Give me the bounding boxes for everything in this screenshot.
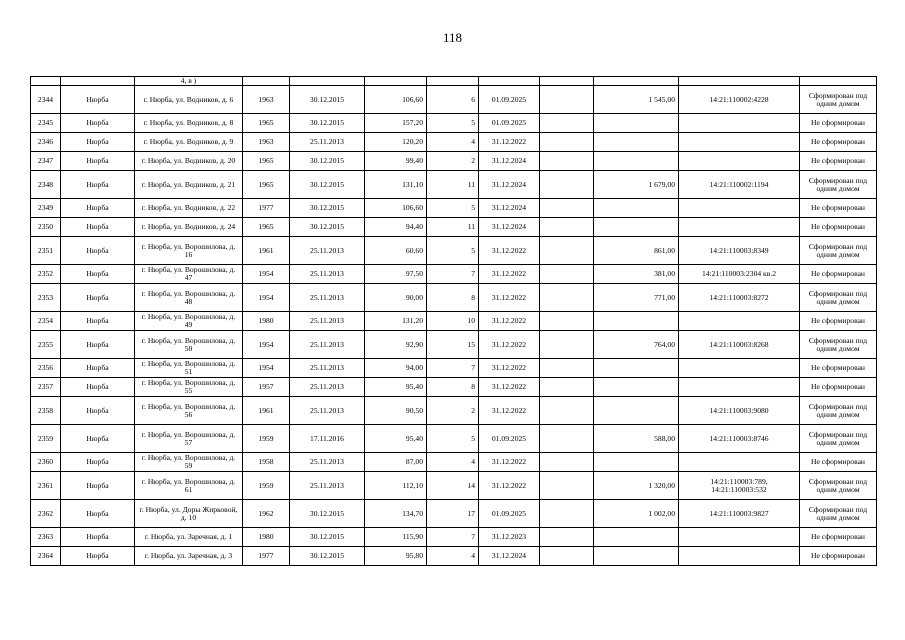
row-number-cell: 2357 [31, 378, 61, 397]
address-cell: г. Нюрба, ул. Ворошилова, д. 49 [135, 312, 243, 331]
residents-cell: 17 [427, 500, 479, 528]
recognition-date-cell: 25.11.2013 [290, 331, 365, 359]
row-number-cell: 2360 [31, 453, 61, 472]
land-status-cell: Не сформирован [800, 133, 877, 152]
land-status-cell: Не сформирован [800, 378, 877, 397]
residents-cell: 11 [427, 171, 479, 199]
locality-cell: Нюрба [61, 331, 135, 359]
address-cell: г. Нюрба, ул. Ворошилова, д. 47 [135, 265, 243, 284]
land-status-cell: Не сформирован [800, 453, 877, 472]
area-cell: 97,50 [365, 265, 427, 284]
empty-cell [540, 265, 594, 284]
table-row [31, 265, 877, 284]
land-area-cell: 1 545,00 [594, 86, 679, 114]
table-row [31, 199, 877, 218]
resettlement-date-cell: 31.12.2022 [479, 284, 540, 312]
empty-cell [540, 528, 594, 547]
empty-cell [540, 86, 594, 114]
table-row [31, 152, 877, 171]
land-status-cell: Сформирован под одним домом [800, 86, 877, 114]
area-cell: 94,40 [365, 218, 427, 237]
empty-cell [540, 284, 594, 312]
locality-cell: Нюрба [61, 528, 135, 547]
build-year-cell: 1954 [243, 265, 290, 284]
land-status-cell: Не сформирован [800, 114, 877, 133]
table-row [31, 312, 877, 331]
land-area-cell [594, 453, 679, 472]
area-cell: 90,00 [365, 284, 427, 312]
row-number-cell: 2348 [31, 171, 61, 199]
land-area-cell: 1 679,00 [594, 171, 679, 199]
recognition-date-cell: 17.11.2016 [290, 425, 365, 453]
cadastral-number-cell [679, 359, 800, 378]
address-cell: г. Нюрба, ул. Ворошилова, д. 16 [135, 237, 243, 265]
locality-cell: Нюрба [61, 171, 135, 199]
recognition-date-cell: 30.12.2015 [290, 114, 365, 133]
build-year-cell: 1965 [243, 152, 290, 171]
build-year-cell: 1980 [243, 312, 290, 331]
build-year-cell: 1961 [243, 237, 290, 265]
recognition-date-cell: 25.11.2013 [290, 453, 365, 472]
build-year-cell: 1977 [243, 199, 290, 218]
land-status-cell: Не сформирован [800, 218, 877, 237]
cadastral-number-cell [679, 312, 800, 331]
cadastral-number-cell [679, 378, 800, 397]
address-cell: г. Нюрба, ул. Ворошилова, д. 48 [135, 284, 243, 312]
empty-cell [540, 378, 594, 397]
locality-cell: Нюрба [61, 265, 135, 284]
table-row [31, 86, 877, 114]
table-row [31, 359, 877, 378]
land-area-cell [594, 152, 679, 171]
land-area-cell: 1 320,00 [594, 472, 679, 500]
build-year-cell: 1965 [243, 171, 290, 199]
area-cell: 87,00 [365, 453, 427, 472]
land-area-cell: 861,00 [594, 237, 679, 265]
locality-cell: Нюрба [61, 199, 135, 218]
land-status-cell: Сформирован под одним домом [800, 500, 877, 528]
recognition-date-cell: 30.12.2015 [290, 171, 365, 199]
empty-cell [540, 171, 594, 199]
address-cell: г. Нюрба, ул. Ворошилова, д. 59 [135, 453, 243, 472]
resettlement-date-cell: 31.12.2022 [479, 397, 540, 425]
empty-cell [540, 453, 594, 472]
recognition-date-cell: 25.11.2013 [290, 472, 365, 500]
address-cell: г. Нюрба, ул. Ворошилова, д. 57 [135, 425, 243, 453]
build-year-cell: 1959 [243, 472, 290, 500]
recognition-date-cell: 25.11.2013 [290, 312, 365, 331]
empty-cell [540, 152, 594, 171]
build-year-cell: 1954 [243, 284, 290, 312]
empty-cell [540, 397, 594, 425]
land-status-cell: Не сформирован [800, 199, 877, 218]
land-area-cell [594, 133, 679, 152]
build-year-cell: 1954 [243, 331, 290, 359]
table-row [31, 453, 877, 472]
locality-cell: Нюрба [61, 218, 135, 237]
area-cell: 90,50 [365, 397, 427, 425]
locality-cell: Нюрба [61, 472, 135, 500]
residents-cell: 15 [427, 331, 479, 359]
table-row [31, 425, 877, 453]
cadastral-number-cell [679, 218, 800, 237]
cadastral-number-cell: 14:21:110003:789, 14:21:110003:532 [679, 472, 800, 500]
residents-cell: 4 [427, 547, 479, 566]
locality-cell: Нюрба [61, 453, 135, 472]
recognition-date-cell: 25.11.2013 [290, 378, 365, 397]
recognition-date-cell: 30.12.2015 [290, 218, 365, 237]
row-number-cell: 2358 [31, 397, 61, 425]
build-year-cell: 1958 [243, 453, 290, 472]
build-year-cell: 1963 [243, 133, 290, 152]
recognition-date-cell: 30.12.2015 [290, 528, 365, 547]
resettlement-date-cell: 31.12.2022 [479, 359, 540, 378]
empty-cell [540, 114, 594, 133]
land-status-cell: Не сформирован [800, 528, 877, 547]
land-area-cell [594, 312, 679, 331]
row-number-cell: 2361 [31, 472, 61, 500]
resettlement-date-cell: 31.12.2022 [479, 472, 540, 500]
land-status-cell: Сформирован под одним домом [800, 472, 877, 500]
land-status-cell: Сформирован под одним домом [800, 397, 877, 425]
land-area-cell: 1 002,00 [594, 500, 679, 528]
address-cell: г. Нюрба, ул. Водников, д. 24 [135, 218, 243, 237]
table-row [31, 114, 877, 133]
page-number: 118 [442, 30, 463, 45]
land-status-cell: Сформирован под одним домом [800, 331, 877, 359]
table-row [31, 171, 877, 199]
address-cell: г. Нюрба, ул. Водников, д. 9 [135, 133, 243, 152]
resettlement-date-cell: 01.09.2025 [479, 425, 540, 453]
land-area-cell: 381,00 [594, 265, 679, 284]
area-cell: 99,40 [365, 152, 427, 171]
row-number-cell: 2354 [31, 312, 61, 331]
locality-cell: Нюрба [61, 86, 135, 114]
table-row [31, 237, 877, 265]
area-cell: 131,20 [365, 312, 427, 331]
continuation-row [31, 77, 877, 86]
locality-cell: Нюрба [61, 152, 135, 171]
row-number-cell: 2359 [31, 425, 61, 453]
continuation-address: 4, в ) [135, 77, 243, 86]
locality-cell: Нюрба [61, 397, 135, 425]
area-cell: 106,60 [365, 86, 427, 114]
resettlement-date-cell: 31.12.2024 [479, 152, 540, 171]
row-number-cell: 2349 [31, 199, 61, 218]
row-number-cell: 2344 [31, 86, 61, 114]
cadastral-number-cell: 14:21:110003:9080 [679, 397, 800, 425]
land-status-cell: Не сформирован [800, 547, 877, 566]
locality-cell: Нюрба [61, 378, 135, 397]
resettlement-date-cell: 31.12.2022 [479, 378, 540, 397]
residents-cell: 5 [427, 114, 479, 133]
residents-cell: 5 [427, 425, 479, 453]
residents-cell: 8 [427, 284, 479, 312]
residents-cell: 7 [427, 265, 479, 284]
table-row [31, 284, 877, 312]
recognition-date-cell: 30.12.2015 [290, 199, 365, 218]
area-cell: 95,40 [365, 425, 427, 453]
empty-cell [540, 500, 594, 528]
table-row [31, 528, 877, 547]
land-status-cell: Не сформирован [800, 152, 877, 171]
empty-cell [540, 199, 594, 218]
land-status-cell: Не сформирован [800, 312, 877, 331]
address-cell: г. Нюрба, ул. Водников, д. 21 [135, 171, 243, 199]
row-number-cell: 2350 [31, 218, 61, 237]
locality-cell: Нюрба [61, 359, 135, 378]
land-area-cell [594, 547, 679, 566]
address-cell: г. Нюрба, ул. Заречная, д. 3 [135, 547, 243, 566]
recognition-date-cell: 25.11.2013 [290, 397, 365, 425]
empty-cell [540, 359, 594, 378]
cadastral-number-cell: 14:21:110003:8746 [679, 425, 800, 453]
resettlement-date-cell: 31.12.2022 [479, 453, 540, 472]
table-row [31, 397, 877, 425]
resettlement-date-cell: 31.12.2022 [479, 265, 540, 284]
table-row [31, 218, 877, 237]
area-cell: 112,10 [365, 472, 427, 500]
row-number-cell: 2356 [31, 359, 61, 378]
locality-cell: Нюрба [61, 114, 135, 133]
residents-cell: 2 [427, 152, 479, 171]
empty-cell [540, 133, 594, 152]
housing-registry-table [30, 76, 877, 566]
area-cell: 134,70 [365, 500, 427, 528]
address-cell: г. Нюрба, ул. Водников, д. 20 [135, 152, 243, 171]
recognition-date-cell: 30.12.2015 [290, 86, 365, 114]
row-number-cell: 2364 [31, 547, 61, 566]
table-row [31, 500, 877, 528]
address-cell: г. Нюрба, ул. Ворошилова, д. 61 [135, 472, 243, 500]
address-cell: г. Нюрба, ул. Доры Жирковой, д. 10 [135, 500, 243, 528]
address-cell: г. Нюрба, ул. Водников, д. 22 [135, 199, 243, 218]
empty-cell [540, 218, 594, 237]
address-cell: г. Нюрба, ул. Ворошилова, д. 56 [135, 397, 243, 425]
cadastral-number-cell [679, 547, 800, 566]
area-cell: 94,00 [365, 359, 427, 378]
table-row [31, 133, 877, 152]
row-number-cell: 2352 [31, 265, 61, 284]
residents-cell: 4 [427, 133, 479, 152]
row-number-cell: 2347 [31, 152, 61, 171]
cadastral-number-cell [679, 114, 800, 133]
cadastral-number-cell: 14:21:110003:9827 [679, 500, 800, 528]
empty-cell [540, 472, 594, 500]
locality-cell: Нюрба [61, 547, 135, 566]
table-row [31, 378, 877, 397]
cadastral-number-cell: 14:21:110002:1194 [679, 171, 800, 199]
residents-cell: 10 [427, 312, 479, 331]
resettlement-date-cell: 31.12.2022 [479, 312, 540, 331]
residents-cell: 7 [427, 359, 479, 378]
build-year-cell: 1962 [243, 500, 290, 528]
resettlement-date-cell: 31.12.2024 [479, 199, 540, 218]
address-cell: г. Нюрба, ул. Заречная, д. 1 [135, 528, 243, 547]
cadastral-number-cell [679, 133, 800, 152]
area-cell: 106,60 [365, 199, 427, 218]
land-status-cell: Не сформирован [800, 265, 877, 284]
resettlement-date-cell: 01.09.2025 [479, 500, 540, 528]
build-year-cell: 1977 [243, 547, 290, 566]
resettlement-date-cell: 31.12.2024 [479, 171, 540, 199]
residents-cell: 7 [427, 528, 479, 547]
cadastral-number-cell [679, 528, 800, 547]
table-row [31, 472, 877, 500]
row-number-cell: 2353 [31, 284, 61, 312]
land-status-cell: Сформирован под одним домом [800, 284, 877, 312]
land-area-cell [594, 397, 679, 425]
area-cell: 157,20 [365, 114, 427, 133]
locality-cell: Нюрба [61, 284, 135, 312]
resettlement-date-cell: 31.12.2023 [479, 528, 540, 547]
residents-cell: 4 [427, 453, 479, 472]
recognition-date-cell: 30.12.2015 [290, 152, 365, 171]
area-cell: 95,40 [365, 378, 427, 397]
cadastral-number-cell: 14:21:110003:8268 [679, 331, 800, 359]
land-area-cell [594, 218, 679, 237]
land-status-cell: Сформирован под одним домом [800, 425, 877, 453]
locality-cell: Нюрба [61, 425, 135, 453]
area-cell: 120,20 [365, 133, 427, 152]
residents-cell: 2 [427, 397, 479, 425]
empty-cell [540, 312, 594, 331]
land-area-cell [594, 528, 679, 547]
recognition-date-cell: 30.12.2015 [290, 500, 365, 528]
empty-cell [540, 425, 594, 453]
area-cell: 60,60 [365, 237, 427, 265]
empty-cell [540, 237, 594, 265]
land-status-cell: Сформирован под одним домом [800, 237, 877, 265]
cadastral-number-cell: 14:21:110002:4228 [679, 86, 800, 114]
row-number-cell: 2362 [31, 500, 61, 528]
locality-cell: Нюрба [61, 312, 135, 331]
recognition-date-cell: 25.11.2013 [290, 133, 365, 152]
build-year-cell: 1965 [243, 114, 290, 133]
cadastral-number-cell: 14:21:110003:8349 [679, 237, 800, 265]
address-cell: г. Нюрба, ул. Водников, д. 6 [135, 86, 243, 114]
land-status-cell: Не сформирован [800, 359, 877, 378]
resettlement-date-cell: 31.12.2022 [479, 331, 540, 359]
build-year-cell: 1980 [243, 528, 290, 547]
table-row [31, 331, 877, 359]
recognition-date-cell: 25.11.2013 [290, 359, 365, 378]
resettlement-date-cell: 31.12.2022 [479, 237, 540, 265]
row-number-cell: 2355 [31, 331, 61, 359]
build-year-cell: 1961 [243, 397, 290, 425]
land-area-cell [594, 359, 679, 378]
residents-cell: 8 [427, 378, 479, 397]
recognition-date-cell: 25.11.2013 [290, 284, 365, 312]
build-year-cell: 1965 [243, 218, 290, 237]
table-row [31, 547, 877, 566]
locality-cell: Нюрба [61, 133, 135, 152]
build-year-cell: 1959 [243, 425, 290, 453]
cadastral-number-cell: 14:21:110003:8272 [679, 284, 800, 312]
build-year-cell: 1954 [243, 359, 290, 378]
empty-cell [540, 547, 594, 566]
address-cell: г. Нюрба, ул. Ворошилова, д. 50 [135, 331, 243, 359]
cadastral-number-cell: 14:21:110003:2304 кв.2 [679, 265, 800, 284]
resettlement-date-cell: 01.09.2025 [479, 86, 540, 114]
build-year-cell: 1963 [243, 86, 290, 114]
residents-cell: 5 [427, 237, 479, 265]
cadastral-number-cell [679, 453, 800, 472]
empty-cell [540, 331, 594, 359]
row-number-cell: 2363 [31, 528, 61, 547]
row-number-cell: 2346 [31, 133, 61, 152]
residents-cell: 11 [427, 218, 479, 237]
residents-cell: 6 [427, 86, 479, 114]
row-number-cell: 2345 [31, 114, 61, 133]
recognition-date-cell: 25.11.2013 [290, 265, 365, 284]
address-cell: г. Нюрба, ул. Ворошилова, д. 55 [135, 378, 243, 397]
resettlement-date-cell: 31.12.2022 [479, 133, 540, 152]
recognition-date-cell: 30.12.2015 [290, 547, 365, 566]
residents-cell: 5 [427, 199, 479, 218]
area-cell: 131,10 [365, 171, 427, 199]
resettlement-date-cell: 31.12.2024 [479, 218, 540, 237]
build-year-cell: 1957 [243, 378, 290, 397]
land-status-cell: Сформирован под одним домом [800, 171, 877, 199]
area-cell: 95,80 [365, 547, 427, 566]
cadastral-number-cell [679, 152, 800, 171]
area-cell: 92,90 [365, 331, 427, 359]
row-number-cell: 2351 [31, 237, 61, 265]
land-area-cell: 771,00 [594, 284, 679, 312]
address-cell: г. Нюрба, ул. Ворошилова, д. 51 [135, 359, 243, 378]
land-area-cell [594, 378, 679, 397]
address-cell: г. Нюрба, ул. Водников, д. 8 [135, 114, 243, 133]
resettlement-date-cell: 31.12.2024 [479, 547, 540, 566]
resettlement-date-cell: 01.09.2025 [479, 114, 540, 133]
land-area-cell: 764,00 [594, 331, 679, 359]
residents-cell: 14 [427, 472, 479, 500]
land-area-cell [594, 114, 679, 133]
locality-cell: Нюрба [61, 237, 135, 265]
cadastral-number-cell [679, 199, 800, 218]
land-area-cell [594, 199, 679, 218]
recognition-date-cell: 25.11.2013 [290, 237, 365, 265]
locality-cell: Нюрба [61, 500, 135, 528]
area-cell: 115,90 [365, 528, 427, 547]
land-area-cell: 588,00 [594, 425, 679, 453]
